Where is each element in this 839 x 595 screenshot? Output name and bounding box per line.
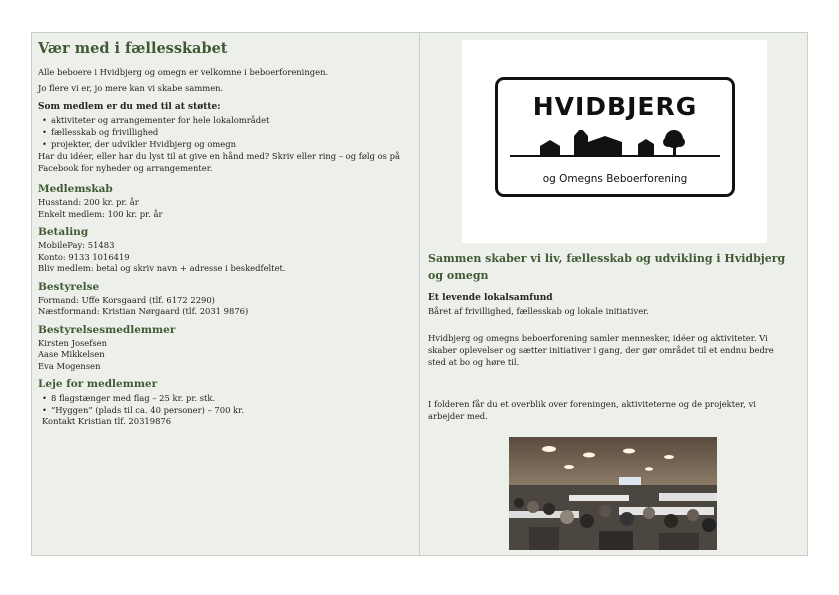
payment-line: Bliv medlem: betal og skriv navn + adresse i beskedfeltet. bbox=[38, 263, 286, 273]
body-text-1: Hvidbjerg og omegns beboerforening samler mennesker, idéer og aktiviteter. Vi skaber oplevelser og sætter initiativer i gang, der gør området til et endnu bedre sted at bo og høre til. bbox=[428, 333, 774, 367]
list-item: • projekter, der udvikler Hvidbjerg og omegn bbox=[38, 138, 413, 150]
right-column bbox=[420, 33, 807, 555]
board-member: Kirsten Josefsen bbox=[38, 337, 108, 348]
payment-heading: Betaling bbox=[38, 226, 89, 238]
intro-text-1: Alle beboere i Hvidbjerg og omegn er velkomne i beboerforeningen. bbox=[38, 67, 329, 77]
left-column bbox=[32, 33, 420, 555]
list-item: • aktiviteter og arrangementer for hele lokalområdet bbox=[38, 114, 413, 126]
board-heading: Bestyrelse bbox=[38, 280, 100, 293]
ideas-text: Har du idéer, eller har du lyst til at give en hånd med? Skriv eller ring – og følg os på Facebook for nyheder og arrangementer. bbox=[38, 151, 400, 173]
event-photo bbox=[509, 437, 717, 550]
intro-text-2: Jo flere vi er, jo mere kan vi skabe sammen. bbox=[38, 83, 224, 93]
board-member: Eva Mogensen bbox=[38, 360, 101, 371]
folder-section bbox=[428, 398, 788, 426]
board-line: Næstformand: Kristian Nørgaard (tlf. 2031 9876) bbox=[38, 306, 249, 316]
membership-heading: Medlemskab bbox=[38, 183, 113, 195]
board-member: Aase Mikkelsen bbox=[38, 349, 105, 359]
body-section bbox=[428, 332, 788, 372]
payment-line: Konto: 9133 1016419 bbox=[38, 251, 130, 262]
support-list bbox=[38, 114, 413, 150]
rental-heading: Leje for medlemmer bbox=[38, 378, 158, 390]
intro-section bbox=[428, 293, 788, 321]
village-silhouette-icon bbox=[510, 130, 720, 160]
board-line: Formand: Uffe Korsgaard (tlf. 6172 2290) bbox=[38, 294, 215, 305]
membership-line: Enkelt medlem: 100 kr. pr. år bbox=[38, 208, 163, 219]
support-heading: Som medlem er du med til at støtte: bbox=[38, 102, 221, 112]
brochure-sheet bbox=[31, 32, 808, 556]
rental-contact: Kontakt Kristian tlf. 20319876 bbox=[42, 416, 172, 426]
logo-subtitle: og Omegns Beboerforening bbox=[542, 173, 688, 185]
sub-heading: Et levende lokalsamfund bbox=[428, 293, 553, 303]
membership-line: Husstand: 200 kr. pr. år bbox=[38, 197, 139, 207]
list-item: • fællesskab og frivillighed bbox=[38, 126, 413, 138]
board-members-heading: Bestyrelsesmedlemmer bbox=[38, 323, 176, 336]
logo-title: HVIDBJERG bbox=[532, 92, 698, 121]
logo bbox=[462, 40, 767, 243]
event-photo-image bbox=[509, 437, 717, 550]
list-item: • “Hyggen” (plads til ca. 40 personer) – 700 kr. bbox=[38, 404, 413, 416]
page-title: Vær med i fællesskabet bbox=[38, 40, 228, 57]
body-text-2: I folderen får du et overblik over foreningen, aktiviteterne og de projekter, vi arbejder med. bbox=[428, 399, 756, 421]
logo-sign bbox=[495, 77, 735, 197]
rental-list bbox=[38, 392, 413, 416]
payment-line: MobilePay: 51483 bbox=[38, 240, 115, 250]
list-item: • 8 flagstænger med flag – 25 kr. pr. stk. bbox=[38, 392, 413, 404]
right-heading: Sammen skaber vi liv, fællesskab og udvikling i Hvidbjerg og omegn bbox=[428, 252, 786, 282]
sub-text: Båret af frivillighed, fællesskab og lokale initiativer. bbox=[428, 306, 649, 316]
